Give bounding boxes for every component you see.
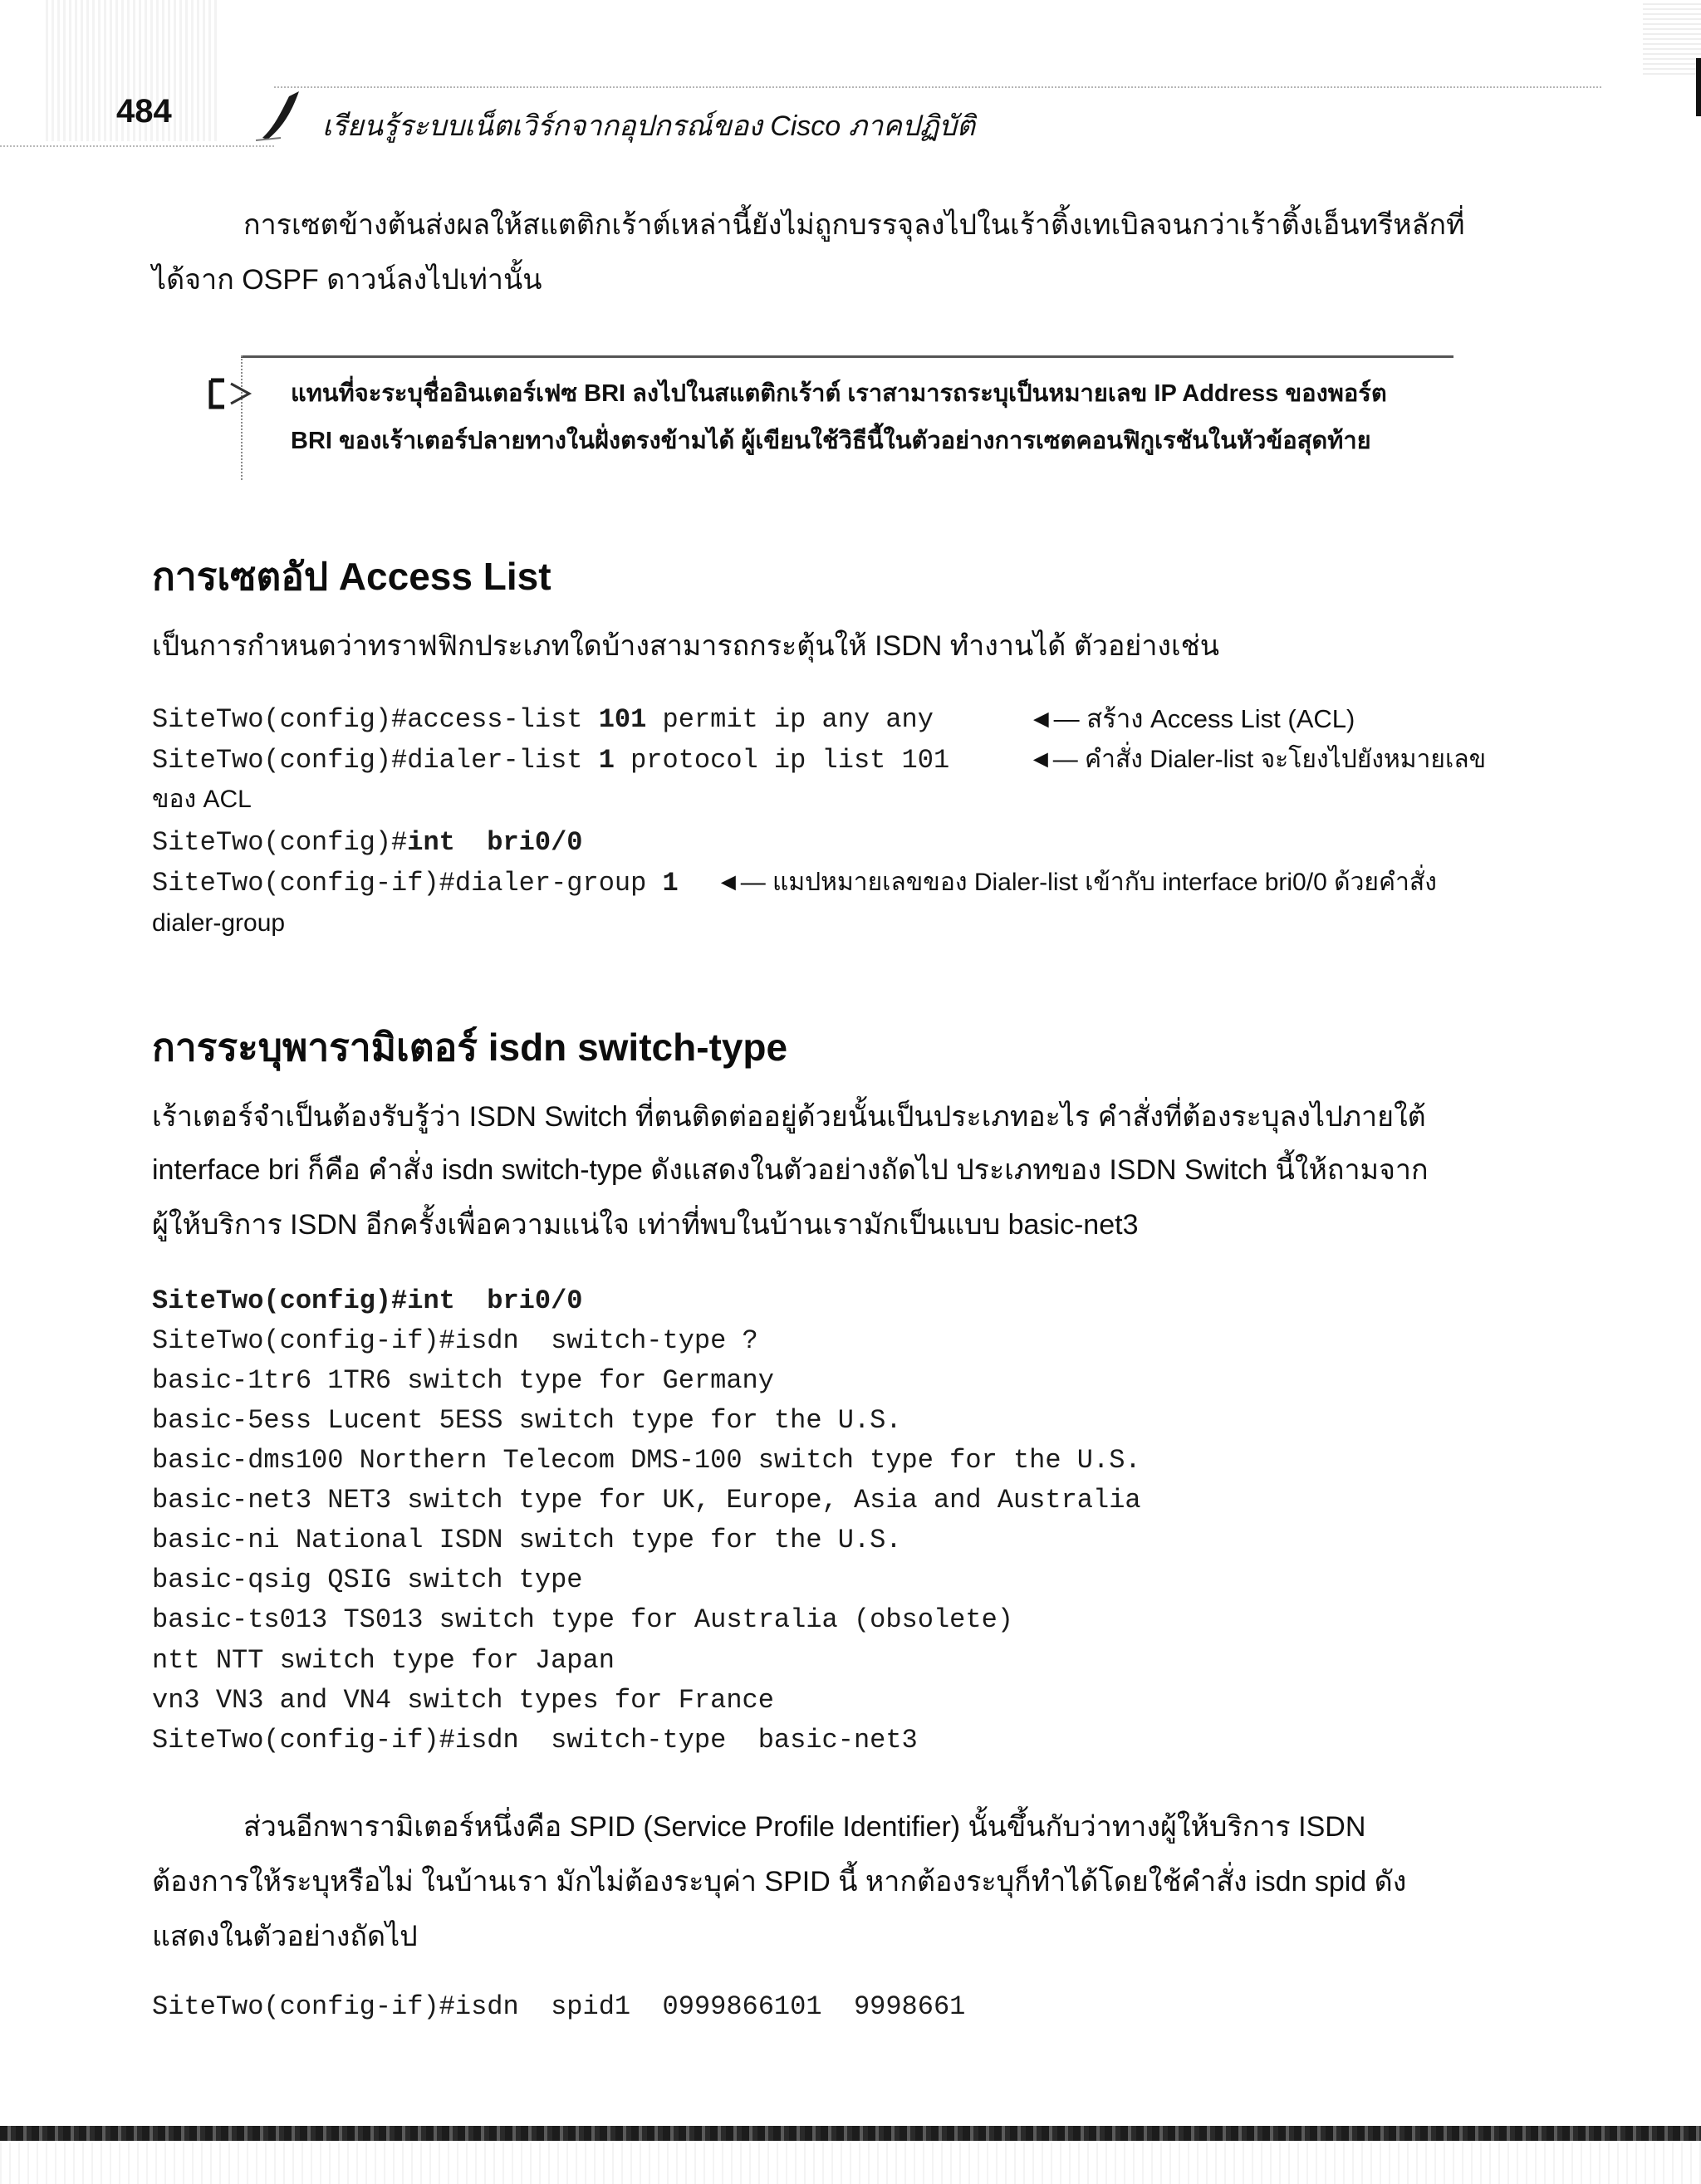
section-heading: การเซตอัป Access List	[152, 555, 551, 598]
code-line: SiteTwo(config-if)#isdn switch-type basic-net3	[152, 1725, 918, 1756]
code-args: permit ip any any	[646, 704, 934, 735]
code-line: ntt NTT switch type for Japan	[152, 1645, 615, 1676]
code-line: basic-ni National ISDN switch type for the U.S.	[152, 1525, 902, 1555]
code-annotation: ◄— แมปหมายเลขของ Dialer-list เข้ากับ interface bri0/0 ด้วยคำสั่ง	[716, 869, 1437, 896]
code-command: int bri0/0	[407, 827, 583, 858]
section-paragraph-line: ส่วนอีกพารามิเตอร์หนึ่งคือ SPID (Service Profile Identifier) นั้นขึ้นกับว่าทางผู้ให้บริการ ISDN	[243, 1811, 1366, 1843]
code-number: 1	[598, 745, 615, 776]
code-annotation: ◄— คำสั่ง Dialer-list จะโยงไปยังหมายเลข	[1028, 746, 1487, 773]
code-line: vn3 VN3 and VN4 switch types for France	[152, 1685, 774, 1716]
code-line: SiteTwo(config)#int bri0/0	[152, 1285, 583, 1316]
arrow-left-icon: ◄—	[716, 869, 773, 896]
arrow-left-icon: ◄—	[1028, 746, 1086, 773]
intro-line: ได้จาก OSPF ดาวน์ลงไปเท่านั้น	[152, 264, 542, 296]
code-number: 1	[662, 868, 679, 899]
section-intro: เป็นการกำหนดว่าทราฟฟิกประเภทใดบ้างสามารถกระตุ้นให้ ISDN ทำงานได้ ตัวอย่างเช่น	[152, 630, 1219, 662]
intro-line: การเซตข้างต้นส่งผลให้สแตติกเร้าต์เหล่านี้ยังไม่ถูกบรรจุลงไปในเร้าติ้งเทเบิลจนกว่าเร้าติ้งเอ็นทรีหลักที่	[243, 209, 1465, 241]
code-line: basic-1tr6 1TR6 switch type for Germany	[152, 1365, 774, 1396]
note-line: แทนที่จะระบุชื่ออินเตอร์เฟซ BRI ลงไปในสแตติกเร้าต์ เราสามารถระบุเป็นหมายเลข IP Address ของพอร์ต	[291, 380, 1387, 407]
code-command: dialer-list	[407, 745, 599, 776]
annotation-continuation: ของ ACL	[152, 786, 252, 813]
note-border	[241, 355, 1453, 358]
code-command: dialer-group	[454, 868, 663, 899]
code-line: basic-qsig QSIG switch type	[152, 1565, 583, 1595]
code-annotation: ◄— สร้าง Access List (ACL)	[1028, 704, 1355, 733]
scan-artifact	[0, 2126, 1701, 2141]
section-paragraph-line: interface bri ก็คือ คำสั่ง isdn switch-type ดังแสดงในตัวอย่างถัดไป ประเภทของ ISDN Switch นี้ให้ถามจาก	[152, 1154, 1429, 1186]
code-line	[152, 827, 582, 858]
header-rule	[0, 145, 274, 147]
note-line: BRI ของเร้าเตอร์ปลายทางในฝั่งตรงข้ามได้ ผู้เขียนใช้วิธีนี้ในตัวอย่างการเซตคอนฟิกูเรชันในหัวข้อสุดท้าย	[291, 428, 1371, 454]
note-pointer-icon	[206, 375, 256, 412]
scan-artifact	[1696, 58, 1701, 116]
section-paragraph-line: แสดงในตัวอย่างถัดไป	[152, 1921, 418, 1952]
code-line: basic-net3 NET3 switch type for UK, Europe, Asia and Australia	[152, 1485, 1141, 1516]
code-line	[152, 704, 934, 735]
code-line	[152, 745, 949, 776]
section-paragraph-line: ต้องการให้ระบุหรือไม่ ในบ้านเรา มักไม่ต้องระบุค่า SPID นี้ หากต้องระบุก็ทำได้โดยใช้คำสั่ง isdn spid ดัง	[152, 1866, 1407, 1898]
code-args: protocol ip list 101	[614, 745, 950, 776]
running-head: เรียนรู้ระบบเน็ตเวิร์กจากอุปกรณ์ของ Cisco ภาคปฏิบัติ	[322, 110, 975, 142]
code-line	[152, 868, 679, 899]
scan-artifact	[0, 2142, 1701, 2184]
code-prompt: SiteTwo(config)#	[152, 827, 408, 858]
code-number: 101	[598, 704, 647, 735]
header-rule	[274, 86, 1601, 88]
code-prompt: SiteTwo(config)#	[152, 745, 408, 776]
code-line: SiteTwo(config-if)#isdn switch-type ?	[152, 1325, 758, 1356]
code-prompt: SiteTwo(config-if)#	[152, 868, 455, 899]
note-border	[241, 355, 243, 480]
code-line: basic-5ess Lucent 5ESS switch type for the U.S.	[152, 1405, 902, 1436]
annotation-continuation: dialer-group	[152, 909, 286, 937]
section-heading: การระบุพารามิเตอร์ isdn switch-type	[152, 1026, 788, 1069]
page-number: 484	[116, 93, 172, 130]
header-swoosh-icon	[256, 90, 314, 141]
code-line: basic-dms100 Northern Telecom DMS-100 switch type for the U.S.	[152, 1445, 1141, 1476]
section-paragraph-line: ผู้ให้บริการ ISDN อีกครั้งเพื่อความแน่ใจ เท่าที่พบในบ้านเรามักเป็นแบบ basic-net3	[152, 1209, 1139, 1241]
scan-artifact	[1643, 0, 1701, 75]
code-command: access-list	[407, 704, 599, 735]
code-line: SiteTwo(config-if)#isdn spid1 0999866101 9998661	[152, 1991, 966, 2022]
section-paragraph-line: เร้าเตอร์จำเป็นต้องรับรู้ว่า ISDN Switch ที่ตนติดต่ออยู่ด้วยนั้นเป็นประเภทอะไร คำสั่งที่ต้องระบุลงไปภายใต้	[152, 1101, 1426, 1133]
code-line: basic-ts013 TS013 switch type for Australia (obsolete)	[152, 1604, 1013, 1635]
code-prompt: SiteTwo(config)#	[152, 704, 408, 735]
arrow-left-icon: ◄—	[1028, 704, 1087, 733]
